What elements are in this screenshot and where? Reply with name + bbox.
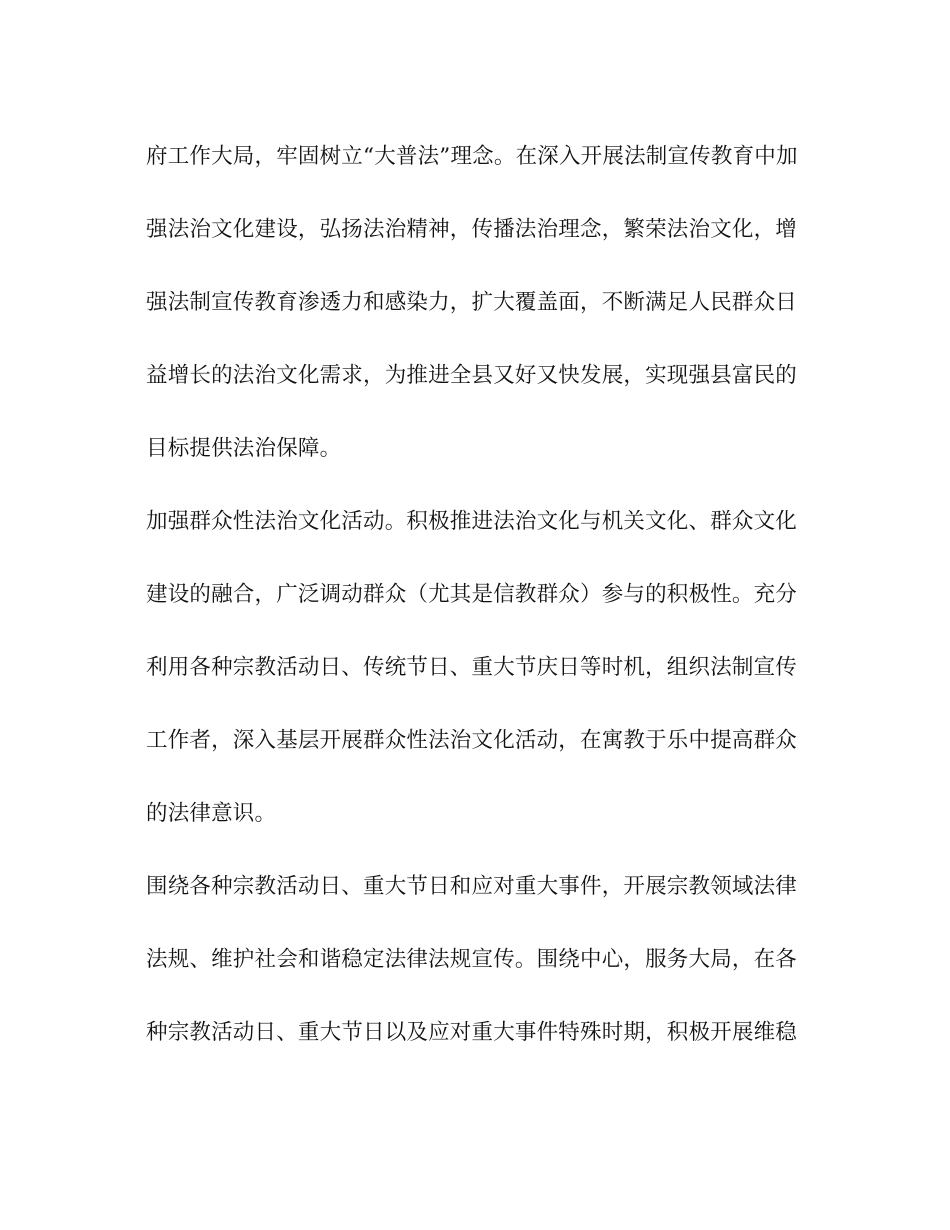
text-line: 目标提供法治保障。 (146, 436, 342, 461)
text-line: 强法制宣传教育渗透力和感染力，扩大覆盖面，不断满足人民群众日 (146, 290, 798, 315)
text-line: 强法治文化建设，弘扬法治精神，传播法治理念，繁荣法治文化，增 (146, 217, 798, 242)
document-body (146, 127, 806, 1076)
text-line: 府工作大局，牢固树立“大普法”理念。在深入开展法制宣传教育中加 (146, 144, 798, 169)
text-line: 益增长的法治文化需求，为推进全县又好又快发展，实现强县富民的 (146, 363, 798, 388)
text-line: 工作者，深入基层开展群众性法治文化活动，在寓教于乐中提高群众 (146, 728, 798, 753)
text-line: 法规、维护社会和谐稳定法律法规宣传。围绕中心，服务大局，在各 (146, 947, 798, 972)
text-line: 建设的融合，广泛调动群众（尤其是信教群众）参与的积极性。充分 (146, 582, 798, 607)
text-line: 围绕各种宗教活动日、重大节日和应对重大事件，开展宗教领域法律 (146, 874, 798, 899)
text-line: 的法律意识。 (146, 801, 277, 826)
text-line: 种宗教活动日、重大节日以及应对重大事件特殊时期，积极开展维稳 (146, 1020, 798, 1045)
text-line: 加强群众性法治文化活动。积极推进法治文化与机关文化、群众文化 (146, 509, 798, 534)
text-line: 利用各种宗教活动日、传统节日、重大节庆日等时机，组织法制宣传 (146, 655, 798, 680)
